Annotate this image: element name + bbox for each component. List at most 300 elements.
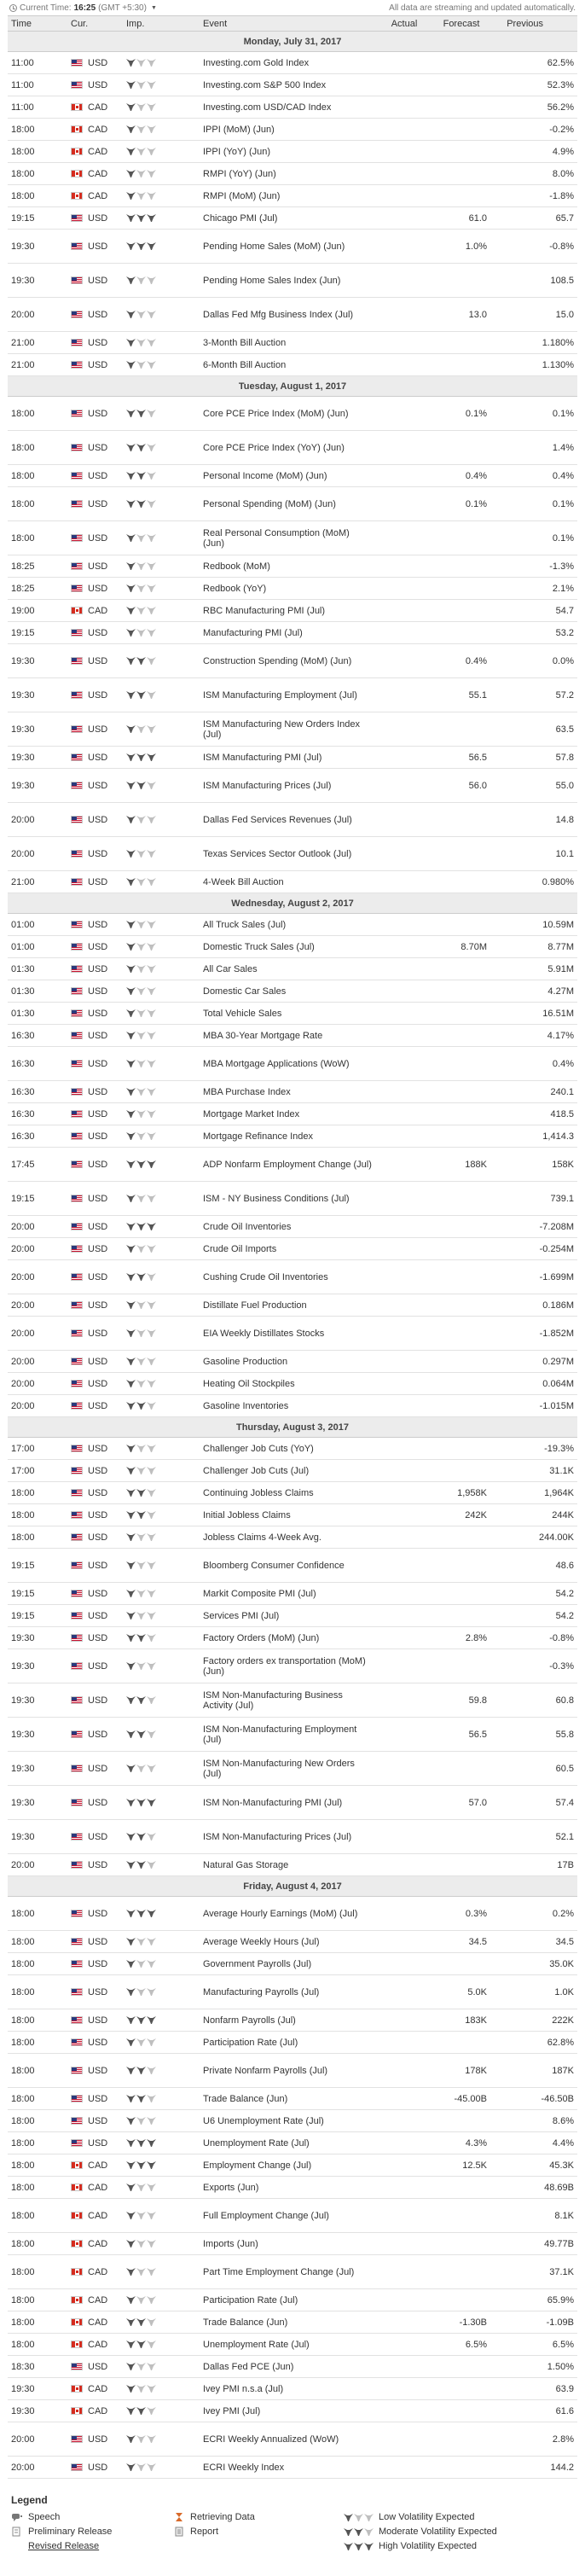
bull-icon (147, 2183, 156, 2191)
chevron-down-icon[interactable]: ▼ (150, 4, 157, 11)
event-row[interactable] (8, 1260, 577, 1294)
event-row[interactable] (8, 1047, 577, 1081)
event-row[interactable] (8, 803, 577, 837)
event-name-link[interactable]: Private Nonfarm Payrolls (Jul) (200, 2054, 376, 2088)
event-name-link[interactable]: ECRI Weekly Annualized (WoW) (200, 2422, 376, 2457)
event-row[interactable] (8, 2177, 577, 2199)
event-row[interactable] (8, 1549, 577, 1583)
event-name-link[interactable]: ADP Nonfarm Employment Change (Jul) (200, 1148, 376, 1182)
event-row[interactable] (8, 1683, 577, 1718)
event-actual (376, 298, 432, 332)
event-row[interactable] (8, 163, 577, 185)
event-actual (376, 1260, 432, 1294)
bull-icon (126, 192, 136, 200)
event-name-link[interactable]: U6 Unemployment Rate (Jul) (200, 2110, 376, 2132)
event-forecast: 0.4% (432, 644, 490, 678)
event-row[interactable] (8, 2356, 577, 2378)
event-row[interactable] (8, 1718, 577, 1752)
event-row[interactable] (8, 958, 577, 980)
event-row[interactable] (8, 465, 577, 487)
event-row[interactable] (8, 207, 577, 230)
current-time-bar[interactable] (9, 3, 157, 13)
event-row[interactable] (8, 578, 577, 600)
bull-icon (126, 987, 136, 995)
event-name-link[interactable]: ISM Manufacturing New Orders Index (Jul) (200, 712, 376, 747)
event-name-link[interactable]: Distillate Fuel Production (200, 1294, 376, 1317)
event-row[interactable] (8, 1649, 577, 1683)
bull-icon (147, 2139, 156, 2147)
event-row[interactable] (8, 1605, 577, 1627)
event-time: 19:30 (8, 1683, 67, 1718)
event-actual (376, 980, 432, 1003)
event-row[interactable] (8, 230, 577, 264)
event-row[interactable] (8, 487, 577, 521)
event-row[interactable] (8, 914, 577, 936)
us-flag-icon (71, 850, 83, 858)
event-row[interactable] (8, 712, 577, 747)
column-time[interactable]: Time (8, 16, 67, 32)
bull-icon (126, 1160, 136, 1168)
event-time: 18:00 (8, 2154, 67, 2177)
event-row[interactable] (8, 1003, 577, 1025)
column-event[interactable]: Event (200, 16, 376, 32)
importance-bulls-icon (126, 1988, 156, 1996)
event-name-link[interactable]: Trade Balance (Jun) (200, 2088, 376, 2110)
event-name-link[interactable]: Redbook (MoM) (200, 555, 376, 578)
event-name-link[interactable]: 3-Month Bill Auction (200, 332, 376, 354)
event-previous: -0.2% (490, 119, 577, 141)
event-name-link[interactable]: Personal Income (MoM) (Jun) (200, 465, 376, 487)
event-name-link[interactable]: All Car Sales (200, 958, 376, 980)
event-row[interactable] (8, 1897, 577, 1931)
event-actual (376, 914, 432, 936)
us-flag-icon (71, 1988, 83, 1996)
event-currency-cell (67, 1482, 123, 1504)
event-name-link[interactable]: Part Time Employment Change (Jul) (200, 2255, 376, 2289)
event-row[interactable] (8, 1182, 577, 1216)
event-name-link[interactable]: ISM Manufacturing PMI (Jul) (200, 747, 376, 769)
event-row[interactable] (8, 1504, 577, 1526)
importance-bulls-icon (126, 1833, 156, 1840)
bull-icon (126, 2212, 136, 2219)
event-currency: USD (88, 1729, 108, 1740)
event-currency-cell (67, 52, 123, 74)
event-currency-cell (67, 1854, 123, 1876)
bull-icon (147, 2117, 156, 2125)
event-name-link[interactable]: Core PCE Price Index (YoY) (Jun) (200, 431, 376, 465)
event-row[interactable] (8, 431, 577, 465)
event-name-link[interactable]: Heating Oil Stockpiles (200, 1373, 376, 1395)
event-row[interactable] (8, 2132, 577, 2154)
event-row[interactable] (8, 837, 577, 871)
event-row[interactable] (8, 678, 577, 712)
event-row[interactable] (8, 1373, 577, 1395)
event-forecast (432, 74, 490, 96)
event-importance (123, 2132, 200, 2154)
event-row[interactable] (8, 769, 577, 803)
us-flag-icon (71, 1273, 83, 1281)
event-row[interactable] (8, 1786, 577, 1820)
bull-icon (136, 607, 146, 614)
event-name-link[interactable]: Average Weekly Hours (Jul) (200, 1931, 376, 1953)
event-previous: 739.1 (490, 1182, 577, 1216)
us-flag-icon (71, 725, 83, 733)
event-currency-cell (67, 622, 123, 644)
event-name-link[interactable]: Investing.com USD/CAD Index (200, 96, 376, 119)
event-name-link[interactable]: Mortgage Market Index (200, 1103, 376, 1125)
event-name-link[interactable]: Crude Oil Inventories (200, 1216, 376, 1238)
event-name-link[interactable]: Real Personal Consumption (MoM) (Jun) (200, 521, 376, 555)
event-name-link[interactable]: RBC Manufacturing PMI (Jul) (200, 600, 376, 622)
event-name-link[interactable]: Ivey PMI (Jul) (200, 2400, 376, 2422)
event-currency: USD (88, 1030, 108, 1041)
event-name-link[interactable]: Manufacturing PMI (Jul) (200, 622, 376, 644)
bull-icon (147, 2016, 156, 2024)
event-row[interactable] (8, 1148, 577, 1182)
event-name-link[interactable]: Mortgage Refinance Index (200, 1125, 376, 1148)
event-actual (376, 1752, 432, 1786)
event-row[interactable] (8, 1953, 577, 1975)
event-actual (376, 431, 432, 465)
event-row[interactable] (8, 1526, 577, 1549)
event-previous: 0.1% (490, 521, 577, 555)
importance-bulls-icon (126, 2240, 156, 2247)
us-flag-icon (71, 1730, 83, 1738)
event-time: 18:00 (8, 2311, 67, 2334)
event-name-link[interactable]: Unemployment Rate (Jul) (200, 2132, 376, 2154)
bull-icon (147, 339, 156, 346)
event-forecast (432, 2110, 490, 2132)
event-name-link[interactable]: Total Vehicle Sales (200, 1003, 376, 1025)
bull-icon (126, 691, 136, 699)
event-name-link[interactable]: Domestic Car Sales (200, 980, 376, 1003)
event-name-link[interactable]: Investing.com S&P 500 Index (200, 74, 376, 96)
event-name-link[interactable]: ISM Non-Manufacturing Prices (Jul) (200, 1820, 376, 1854)
event-name-link[interactable]: Continuing Jobless Claims (200, 1482, 376, 1504)
day-header-row (8, 893, 577, 914)
event-name-link[interactable]: Texas Services Sector Outlook (Jul) (200, 837, 376, 871)
event-row[interactable] (8, 622, 577, 644)
event-row[interactable] (8, 2311, 577, 2334)
canada-flag-icon (71, 2385, 83, 2393)
column-previous[interactable]: Previous (490, 16, 577, 32)
event-name-link[interactable]: Bloomberg Consumer Confidence (200, 1549, 376, 1583)
event-name-link[interactable]: Factory orders ex transportation (MoM) (Jun) (200, 1649, 376, 1683)
event-currency-cell (67, 298, 123, 332)
event-name-link[interactable]: 6-Month Bill Auction (200, 354, 376, 376)
event-forecast: 0.3% (432, 1897, 490, 1931)
event-row[interactable] (8, 2255, 577, 2289)
event-name-link[interactable]: Gasoline Inventories (200, 1395, 376, 1417)
canada-flag-icon (71, 125, 83, 133)
event-currency: CAD (88, 2266, 108, 2277)
event-actual (376, 712, 432, 747)
event-name-link[interactable]: Core PCE Price Index (MoM) (Jun) (200, 397, 376, 431)
event-name-link[interactable]: Full Employment Change (Jul) (200, 2199, 376, 2233)
importance-bulls-icon (126, 1445, 156, 1452)
event-row[interactable] (8, 2054, 577, 2088)
event-name-link[interactable]: Pending Home Sales Index (Jun) (200, 264, 376, 298)
event-row[interactable] (8, 397, 577, 431)
bull-icon (136, 2363, 146, 2370)
event-name-link[interactable]: Personal Spending (MoM) (Jun) (200, 487, 376, 521)
event-name-link[interactable]: Challenger Job Cuts (Jul) (200, 1460, 376, 1482)
bull-icon (147, 1662, 156, 1670)
event-name-link[interactable]: Jobless Claims 4-Week Avg. (200, 1526, 376, 1549)
event-row[interactable] (8, 2009, 577, 2032)
event-name-link[interactable]: ISM Non-Manufacturing PMI (Jul) (200, 1786, 376, 1820)
event-row[interactable] (8, 1975, 577, 2009)
event-row[interactable] (8, 1820, 577, 1854)
event-row[interactable] (8, 1294, 577, 1317)
event-row[interactable] (8, 1238, 577, 1260)
event-name-link[interactable]: Unemployment Rate (Jul) (200, 2334, 376, 2356)
event-name-link[interactable]: IPPI (YoY) (Jun) (200, 141, 376, 163)
us-flag-icon (71, 59, 83, 67)
event-importance (123, 1216, 200, 1238)
event-name-link[interactable]: Factory Orders (MoM) (Jun) (200, 1627, 376, 1649)
event-name-link[interactable]: Manufacturing Payrolls (Jul) (200, 1975, 376, 2009)
importance-bulls-icon (126, 1195, 156, 1202)
importance-bulls-icon (126, 534, 156, 542)
event-row[interactable] (8, 1081, 577, 1103)
bull-icon (147, 1467, 156, 1474)
event-forecast: 178K (432, 2054, 490, 2088)
event-row[interactable] (8, 1854, 577, 1876)
event-row[interactable] (8, 2154, 577, 2177)
event-currency-cell (67, 96, 123, 119)
event-previous: 8.0% (490, 163, 577, 185)
event-row[interactable] (8, 96, 577, 119)
event-row[interactable] (8, 1103, 577, 1125)
event-currency: USD (88, 1400, 108, 1411)
importance-bulls-icon (126, 2340, 156, 2348)
event-row[interactable] (8, 2334, 577, 2356)
event-row[interactable] (8, 2289, 577, 2311)
event-name-link[interactable]: ISM - NY Business Conditions (Jul) (200, 1182, 376, 1216)
bull-icon (147, 725, 156, 733)
event-row[interactable] (8, 354, 577, 376)
event-actual (376, 2255, 432, 2289)
event-forecast (432, 332, 490, 354)
event-row[interactable] (8, 1931, 577, 1953)
event-row[interactable] (8, 141, 577, 163)
event-row[interactable] (8, 1216, 577, 1238)
event-name-link[interactable]: ISM Non-Manufacturing Business Activity (Jul) (200, 1683, 376, 1718)
us-flag-icon (71, 1467, 83, 1474)
event-name-link[interactable]: Dallas Fed PCE (Jun) (200, 2356, 376, 2378)
event-row[interactable] (8, 936, 577, 958)
bull-icon (136, 81, 146, 89)
event-importance (123, 769, 200, 803)
event-row[interactable] (8, 1351, 577, 1373)
column-forecast[interactable]: Forecast (432, 16, 490, 32)
event-currency-cell (67, 958, 123, 980)
event-name-link[interactable]: ISM Manufacturing Prices (Jul) (200, 769, 376, 803)
event-name-link[interactable]: MBA Mortgage Applications (WoW) (200, 1047, 376, 1081)
event-actual (376, 1025, 432, 1047)
event-previous: 0.980% (490, 871, 577, 893)
event-row[interactable] (8, 871, 577, 893)
event-row[interactable] (8, 1438, 577, 1460)
event-currency: USD (88, 1936, 108, 1947)
event-name-link[interactable]: Dallas Fed Mfg Business Index (Jul) (200, 298, 376, 332)
event-row[interactable] (8, 185, 577, 207)
timezone[interactable]: (GMT +5:30) (98, 3, 147, 13)
event-name-link[interactable]: Cushing Crude Oil Inventories (200, 1260, 376, 1294)
event-row[interactable] (8, 521, 577, 555)
event-importance (123, 678, 200, 712)
event-name-link[interactable]: Natural Gas Storage (200, 1854, 376, 1876)
event-row[interactable] (8, 1752, 577, 1786)
importance-bulls-icon (126, 2117, 156, 2125)
event-row[interactable] (8, 2032, 577, 2054)
event-forecast: 1,958K (432, 1482, 490, 1504)
event-name-link[interactable]: Participation Rate (Jul) (200, 2289, 376, 2311)
event-currency-cell (67, 2356, 123, 2378)
event-row[interactable] (8, 1460, 577, 1482)
event-name-link[interactable]: Ivey PMI n.s.a (Jul) (200, 2378, 376, 2400)
event-row[interactable] (8, 555, 577, 578)
event-currency: USD (88, 848, 108, 859)
column-currency[interactable]: Cur. (67, 16, 123, 32)
bull-icon (136, 1489, 146, 1497)
event-row[interactable] (8, 264, 577, 298)
event-row[interactable] (8, 1482, 577, 1504)
event-currency: USD (88, 1328, 108, 1339)
event-forecast (432, 2032, 490, 2054)
event-row[interactable] (8, 2110, 577, 2132)
event-name-link[interactable]: Domestic Truck Sales (Jul) (200, 936, 376, 958)
event-name-link[interactable]: Construction Spending (MoM) (Jun) (200, 644, 376, 678)
event-row[interactable] (8, 2088, 577, 2110)
event-name-link[interactable]: Participation Rate (Jul) (200, 2032, 376, 2054)
event-row[interactable] (8, 2422, 577, 2457)
event-currency-cell (67, 1786, 123, 1820)
event-name-link[interactable]: Trade Balance (Jun) (200, 2311, 376, 2334)
event-currency-cell (67, 1317, 123, 1351)
event-name-link[interactable]: MBA Purchase Index (200, 1081, 376, 1103)
event-previous: 4.9% (490, 141, 577, 163)
bull-icon (126, 607, 136, 614)
event-forecast (432, 1003, 490, 1025)
us-flag-icon (71, 242, 83, 250)
event-currency: USD (88, 1271, 108, 1282)
event-importance (123, 1820, 200, 1854)
event-row[interactable] (8, 1627, 577, 1649)
event-actual (376, 141, 432, 163)
event-name-link[interactable]: Dallas Fed Services Revenues (Jul) (200, 803, 376, 837)
event-name-link[interactable]: Investing.com Gold Index (200, 52, 376, 74)
event-name-link[interactable]: ISM Manufacturing Employment (Jul) (200, 678, 376, 712)
bull-icon (354, 2543, 363, 2550)
event-name-link[interactable]: Crude Oil Imports (200, 1238, 376, 1260)
column-actual[interactable]: Actual (376, 16, 432, 32)
event-name-link[interactable]: Chicago PMI (Jul) (200, 207, 376, 230)
event-currency-cell (67, 1953, 123, 1975)
importance-bulls-icon (126, 2038, 156, 2046)
event-row[interactable] (8, 298, 577, 332)
event-row[interactable] (8, 644, 577, 678)
event-row[interactable] (8, 2457, 577, 2479)
event-row[interactable] (8, 2378, 577, 2400)
event-row[interactable] (8, 980, 577, 1003)
event-name-link[interactable]: Nonfarm Payrolls (Jul) (200, 2009, 376, 2032)
bull-icon (136, 103, 146, 111)
event-name-link[interactable]: MBA 30-Year Mortgage Rate (200, 1025, 376, 1047)
event-name-link[interactable]: Redbook (YoY) (200, 578, 376, 600)
event-name-link[interactable]: ISM Non-Manufacturing Employment (Jul) (200, 1718, 376, 1752)
event-time: 20:00 (8, 2457, 67, 2479)
event-name-link[interactable]: Pending Home Sales (MoM) (Jun) (200, 230, 376, 264)
event-row[interactable] (8, 1317, 577, 1351)
event-forecast: 59.8 (432, 1683, 490, 1718)
event-actual (376, 871, 432, 893)
event-name-link[interactable]: IPPI (MoM) (Jun) (200, 119, 376, 141)
event-row[interactable] (8, 1583, 577, 1605)
event-row[interactable] (8, 2199, 577, 2233)
event-row[interactable] (8, 1025, 577, 1047)
event-row[interactable] (8, 74, 577, 96)
event-row[interactable] (8, 2233, 577, 2255)
event-previous: 57.4 (490, 1786, 577, 1820)
event-name-link[interactable]: Imports (Jun) (200, 2233, 376, 2255)
event-time: 20:00 (8, 1317, 67, 1351)
event-name-link[interactable]: ISM Non-Manufacturing New Orders (Jul) (200, 1752, 376, 1786)
bull-icon (126, 562, 136, 570)
event-name-link[interactable]: RMPI (YoY) (Jun) (200, 163, 376, 185)
bull-icon (147, 1380, 156, 1387)
bull-icon (126, 2407, 136, 2415)
event-row[interactable] (8, 332, 577, 354)
event-name-link[interactable]: EIA Weekly Distillates Stocks (200, 1317, 376, 1351)
event-row[interactable] (8, 2400, 577, 2422)
event-name-link[interactable]: Government Payrolls (Jul) (200, 1953, 376, 1975)
event-name-link[interactable]: Initial Jobless Claims (200, 1504, 376, 1526)
event-name-link[interactable]: Exports (Jun) (200, 2177, 376, 2199)
event-row[interactable] (8, 1125, 577, 1148)
event-name-link[interactable]: Services PMI (Jul) (200, 1605, 376, 1627)
event-name-link[interactable]: 4-Week Bill Auction (200, 871, 376, 893)
bull-icon (136, 1009, 146, 1017)
event-previous: 2.1% (490, 578, 577, 600)
bull-icon (126, 2318, 136, 2326)
legend-revised[interactable]: Revised Release (28, 2541, 100, 2551)
column-importance[interactable]: Imp. (123, 16, 200, 32)
event-row[interactable] (8, 600, 577, 622)
bull-icon (126, 2268, 136, 2276)
event-previous: -0.8% (490, 230, 577, 264)
event-name-link[interactable]: Gasoline Production (200, 1351, 376, 1373)
event-row[interactable] (8, 1395, 577, 1417)
event-importance (123, 1683, 200, 1718)
event-actual (376, 2088, 432, 2110)
event-name-link[interactable]: Markit Composite PMI (Jul) (200, 1583, 376, 1605)
event-row[interactable] (8, 119, 577, 141)
event-name-link[interactable]: Employment Change (Jul) (200, 2154, 376, 2177)
event-name-link[interactable]: Challenger Job Cuts (YoY) (200, 1438, 376, 1460)
bull-icon (147, 1245, 156, 1253)
event-row[interactable] (8, 52, 577, 74)
event-name-link[interactable]: RMPI (MoM) (Jun) (200, 185, 376, 207)
importance-bulls-icon (126, 629, 156, 637)
event-row[interactable] (8, 747, 577, 769)
event-name-link[interactable]: ECRI Weekly Index (200, 2457, 376, 2479)
event-name-link[interactable]: Average Hourly Earnings (MoM) (Jul) (200, 1897, 376, 1931)
importance-bulls-icon (126, 2095, 156, 2102)
event-previous: 60.8 (490, 1683, 577, 1718)
event-name-link[interactable]: All Truck Sales (Jul) (200, 914, 376, 936)
